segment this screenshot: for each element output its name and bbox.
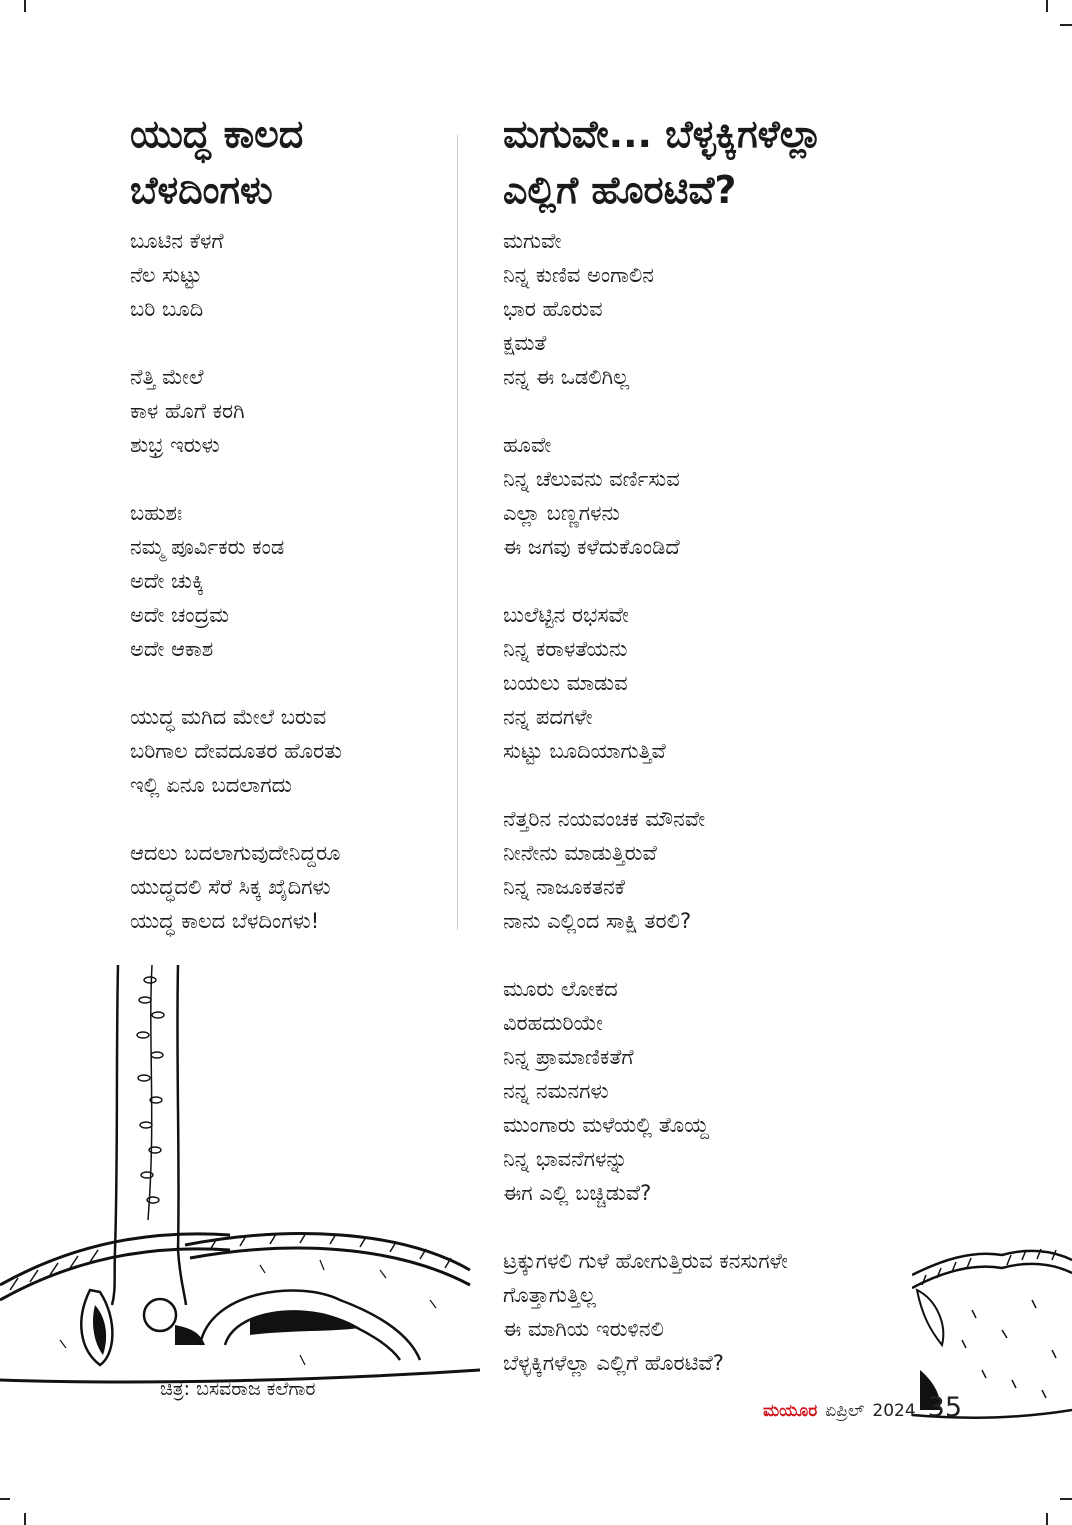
title-line: ಮಗುವೇ... ಬೆಳ್ಳಕ್ಕಿಗಳೆಲ್ಲಾ bbox=[503, 112, 823, 156]
crop-mark bbox=[24, 0, 26, 12]
verse-line: ಗೊತ್ತಾಗುತ್ತಿಲ್ಲ bbox=[503, 1283, 596, 1307]
verse-line: ನಿನ್ನ ಪ್ರಾಮಾಣಿಕತೆಗೆ bbox=[503, 1045, 634, 1069]
left-poem-body bbox=[130, 224, 450, 938]
crop-mark bbox=[0, 1498, 10, 1500]
verse-line: ಕಾಳ ಹೊಗೆ ಕರಗಿ bbox=[130, 399, 245, 423]
verse-line: ನನ್ನ ಈ ಒಡಲಿಗಿಲ್ಲ bbox=[503, 365, 630, 389]
illustration-credit: ಚಿತ್ರ: ಬಸವರಾಜ ಕಲೆಗಾರ bbox=[160, 1378, 316, 1400]
verse-line: ನಿನ್ನ ಕುಣಿವ ಅಂಗಾಲಿನ bbox=[503, 263, 654, 287]
verse-line: ಯುದ್ಧ ಮಗಿದ ಮೇಲೆ ಬರುವ bbox=[130, 705, 327, 729]
crop-mark bbox=[1046, 1513, 1048, 1525]
verse-line: ನಮ್ಮ ಪೂರ್ವಿಕರು ಕಂಡ bbox=[130, 535, 285, 559]
verse-line: ಎಲ್ಲಾ ಬಣ್ಣಗಳನು bbox=[503, 501, 620, 525]
left-poem-title bbox=[130, 106, 450, 218]
verse-line: ನಿನ್ನ ಚೆಲುವನು ವರ್ಣಿಸುವ bbox=[503, 467, 680, 491]
verse-line: ಯುದ್ಧ ಕಾಲದ ಬೆಳದಿಂಗಳು! bbox=[130, 909, 320, 933]
verse-line: ನಿನ್ನ ನಾಜೂಕತನಕೆ bbox=[503, 875, 626, 899]
left-poem bbox=[130, 106, 450, 972]
verse-line: ಈಗ ಎಲ್ಲಿ ಬಚ್ಚಿಡುವೆ? bbox=[503, 1181, 652, 1205]
verse-line: ಬರಿಗಾಲ ದೇವದೂತರ ಹೊರತು bbox=[130, 739, 342, 763]
verse-line: ನೆತ್ತರಿನ ನಯವಂಚಕ ಮೌನವೇ bbox=[503, 807, 706, 831]
title-line: ಎಲ್ಲಿಗೆ ಹೊರಟಿವೆ? bbox=[503, 168, 737, 212]
verse-line: ನಿನ್ನ ಭಾವನೆಗಳನ್ನು bbox=[503, 1147, 628, 1171]
stanza bbox=[130, 836, 450, 938]
verse-line: ಬಹುಶಃ bbox=[130, 501, 183, 525]
right-poem-title bbox=[503, 106, 923, 218]
verse-line: ಮುಂಗಾರು ಮಳೆಯಲ್ಲಿ ತೊಯ್ದ bbox=[503, 1113, 709, 1137]
stanza bbox=[503, 802, 923, 938]
stanza bbox=[130, 360, 450, 462]
verse-line: ನೆಲ ಸುಟ್ಟು bbox=[130, 263, 202, 287]
stanza bbox=[503, 224, 923, 394]
verse-line: ಅದೇ ಚಂದ್ರಮ bbox=[130, 603, 230, 627]
verse-line: ನೀನೇನು ಮಾಡುತ್ತಿರುವೆ bbox=[503, 841, 657, 865]
title-line: ಯುದ್ಧ ಕಾಲದ bbox=[130, 112, 304, 156]
right-poem bbox=[503, 106, 923, 1414]
title-line: ಬೆಳದಿಂಗಳು bbox=[130, 168, 273, 212]
crop-mark bbox=[1046, 0, 1048, 12]
verse-line: ಮೂರು ಲೋಕದ bbox=[503, 977, 618, 1001]
stanza bbox=[130, 700, 450, 802]
verse-line: ನನ್ನ ಪದಗಳೇ bbox=[503, 705, 593, 729]
issue-month: ಏಪ್ರಿಲ್ bbox=[825, 1401, 865, 1421]
verse-line: ಭಾರ ಹೊರುವ bbox=[503, 297, 603, 321]
verse-line: ಬೂಟಿನ ಕೆಳಗೆ bbox=[130, 229, 224, 253]
verse-line: ನಾನು ಎಲ್ಲಿಂದ ಸಾಕ್ಷಿ ತರಲಿ? bbox=[503, 909, 692, 933]
stanza bbox=[503, 598, 923, 768]
verse-line: ಈ ಮಾಗಿಯ ಇರುಳಿನಲಿ bbox=[503, 1317, 664, 1341]
verse-line: ನಿನ್ನ ಕರಾಳತೆಯನು bbox=[503, 637, 628, 661]
column-divider bbox=[457, 135, 458, 930]
verse-line: ವಿರಹದುರಿಯೇ bbox=[503, 1011, 603, 1035]
verse-line: ಹೂವೇ bbox=[503, 433, 552, 457]
crop-mark bbox=[1060, 1498, 1072, 1500]
stanza bbox=[503, 428, 923, 564]
crop-mark bbox=[24, 1513, 26, 1525]
magazine-brand: ಮಯೂರ bbox=[763, 1401, 818, 1421]
right-poem-body bbox=[503, 224, 923, 1380]
stanza bbox=[130, 224, 450, 326]
verse-line: ಅದೇ ಚುಕ್ಕಿ bbox=[130, 569, 204, 593]
stanza bbox=[503, 1244, 923, 1380]
verse-line: ಶುಭ್ರ ಇರುಳು bbox=[130, 433, 220, 457]
verse-line: ನನ್ನ ನಮನಗಳು bbox=[503, 1079, 609, 1103]
verse-line: ಯುದ್ಧದಲಿ ಸೆರೆ ಸಿಕ್ಕ ಖೈದಿಗಳು bbox=[130, 875, 331, 899]
verse-line: ಮಗುವೇ bbox=[503, 229, 562, 253]
tree-trunk-sketch bbox=[0, 960, 480, 1400]
verse-line: ಬುಲೆಟ್ಟಿನ ರಭಸವೇ bbox=[503, 603, 629, 627]
verse-line: ನೆತ್ತಿ ಮೇಲೆ bbox=[130, 365, 204, 389]
crop-mark bbox=[1060, 24, 1072, 26]
verse-line: ಇಲ್ಲಿ ಏನೂ ಬದಲಾಗದು bbox=[130, 773, 292, 797]
verse-line: ಬರಿ ಬೂದಿ bbox=[130, 297, 204, 321]
verse-line: ಅದೇ ಆಕಾಶ bbox=[130, 637, 214, 661]
verse-line: ಟ್ರಕ್ಕುಗಳಲಿ ಗುಳೆ ಹೋಗುತ್ತಿರುವ ಕನಸುಗಳೇ bbox=[503, 1249, 788, 1273]
stanza bbox=[130, 496, 450, 666]
verse-line: ಸುಟ್ಟು ಬೂದಿಯಾಗುತ್ತಿವೆ bbox=[503, 739, 666, 763]
page-number: 35 bbox=[927, 1392, 962, 1423]
verse-line: ಆದಲು ಬದಲಾಗುವುದೇನಿದ್ದರೂ bbox=[130, 841, 341, 865]
stanza bbox=[503, 972, 923, 1210]
verse-line: ಕ್ಷಮತೆ bbox=[503, 331, 547, 355]
verse-line: ಬೆಳ್ಳಕ್ಕಿಗಳೆಲ್ಲಾ ಎಲ್ಲಿಗೆ ಹೊರಟಿವೆ? bbox=[503, 1351, 724, 1375]
page-footer bbox=[763, 1392, 962, 1423]
verse-line: ಈ ಜಗವು ಕಳೆದುಕೊಂಡಿದೆ bbox=[503, 535, 680, 559]
verse-line: ಬಯಲು ಮಾಡುವ bbox=[503, 671, 628, 695]
issue-year: 2024 bbox=[872, 1401, 916, 1421]
